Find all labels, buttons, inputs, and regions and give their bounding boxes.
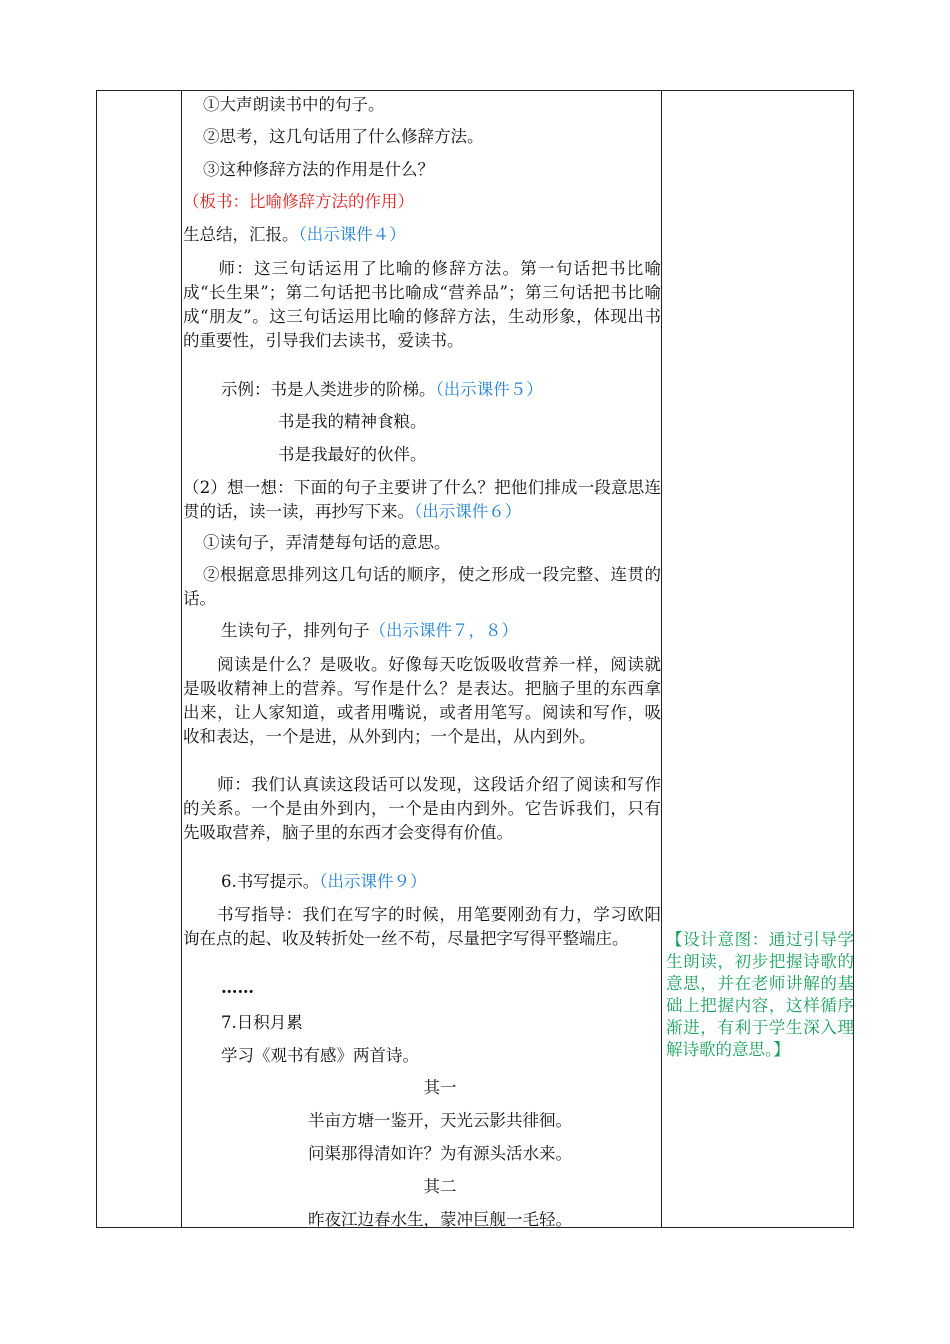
step-read-aloud: ①大声朗读书中的句子。 (203, 95, 385, 114)
teacher-summary-passage: 师：我们认真读这段话可以发现，这段话介绍了阅读和写作的关系。一个是由外到内，一个是由内到外。它告诉我们，只有先吸取营养，脑子里的东西才会变得有价值。 (183, 775, 661, 842)
writing-guidance: 书写指导：我们在写字的时候，用笔要刚劲有力，学习欧阳询在点的起、收及转折处一丝不苟，尽量把字写得平整端庄。 (183, 905, 661, 948)
think-task-text: （2）想一想：下面的句子主要讲了什么？把他们排成一段意思连贯的话，读一读，再抄写下来。 (183, 478, 661, 521)
student-summary-text: 生总结，汇报。 (183, 225, 299, 244)
poem-two-title: 其二 (423, 1177, 457, 1196)
step-think-rhetoric: ②思考，这几句话用了什么修辞方法。 (203, 127, 484, 146)
design-intent-note: 【设计意图：通过引导学生朗读，初步把握诗歌的意思，并在老师讲解的基础上把握内容，这样循序渐进，有利于学生深入理解诗歌的意思。】 (666, 930, 854, 1059)
student-arrange-text: 生读句子，排列句子 (221, 621, 370, 640)
courseware-ref-9: （出示课件９） (319, 872, 427, 891)
courseware-ref-6: （出示课件６） (414, 502, 522, 521)
poem-study-intro: 学习《观书有感》两首诗。 (221, 1046, 419, 1065)
column-divider-left (181, 91, 182, 1227)
example-line-3: 书是我最好的伙伴。 (278, 445, 427, 464)
poem-one-line-1: 半亩方塘一鉴开，天光云影共徘徊。 (308, 1111, 572, 1130)
writing-tip-heading (221, 870, 699, 894)
courseware-ref-7-8: （出示课件７，８） (369, 621, 518, 640)
lesson-plan-table (96, 90, 854, 1228)
student-arrange (221, 619, 699, 643)
blackboard-note: （板书：比喻修辞方法的作用） (183, 192, 414, 211)
student-summary (183, 223, 661, 247)
step-understand-sentences: ①读句子，弄清楚每句话的意思。 (203, 533, 451, 552)
step-rhetoric-effect: ③这种修辞方法的作用是什么？ (203, 160, 434, 179)
step-order-sentences: ②根据意思排列这几句话的顺序，使之形成一段完整、连贯的话。 (183, 565, 661, 608)
writing-tip-text: 6.书写提示。 (221, 872, 320, 891)
think-task (183, 476, 661, 524)
courseware-ref-5: （出示课件５） (435, 380, 543, 399)
teacher-explanation-metaphor: 师：这三句话运用了比喻的修辞方法。第一句话把书比喻成“长生果”；第二句话把书比喻成“营养品”；第三句话把书比喻成“朋友”。这三句话运用比喻的修辞方法，生动形象，体现出书的重要性，引导我们去读书，爱读书。 (183, 259, 661, 350)
reading-writing-passage: 阅读是什么？是吸收。好像每天吃饭吸收营养一样，阅读就是吸收精神上的营养。写作是什么？是表达。把脑子里的东西拿出来，让人家知道，或者用嘴说，或者用笔写。阅读和写作，吸收和表达，一个是进，从外到内；一个是出，从内到外。 (183, 655, 661, 746)
ellipsis: …… (221, 978, 254, 997)
example-line-2: 书是我的精神食粮。 (278, 412, 427, 431)
poem-one-line-2: 问渠那得清如许？为有源头活水来。 (308, 1144, 572, 1163)
poem-two-line-1: 昨夜江边春水生，蒙冲巨舰一毛轻。 (308, 1210, 572, 1229)
courseware-ref-4: （出示课件４） (298, 225, 406, 244)
example-line-1 (221, 378, 699, 402)
poem-one-title: 其一 (423, 1078, 457, 1097)
example-text: 示例：书是人类进步的阶梯。 (221, 380, 436, 399)
daily-accumulation-heading: 7.日积月累 (221, 1013, 303, 1032)
